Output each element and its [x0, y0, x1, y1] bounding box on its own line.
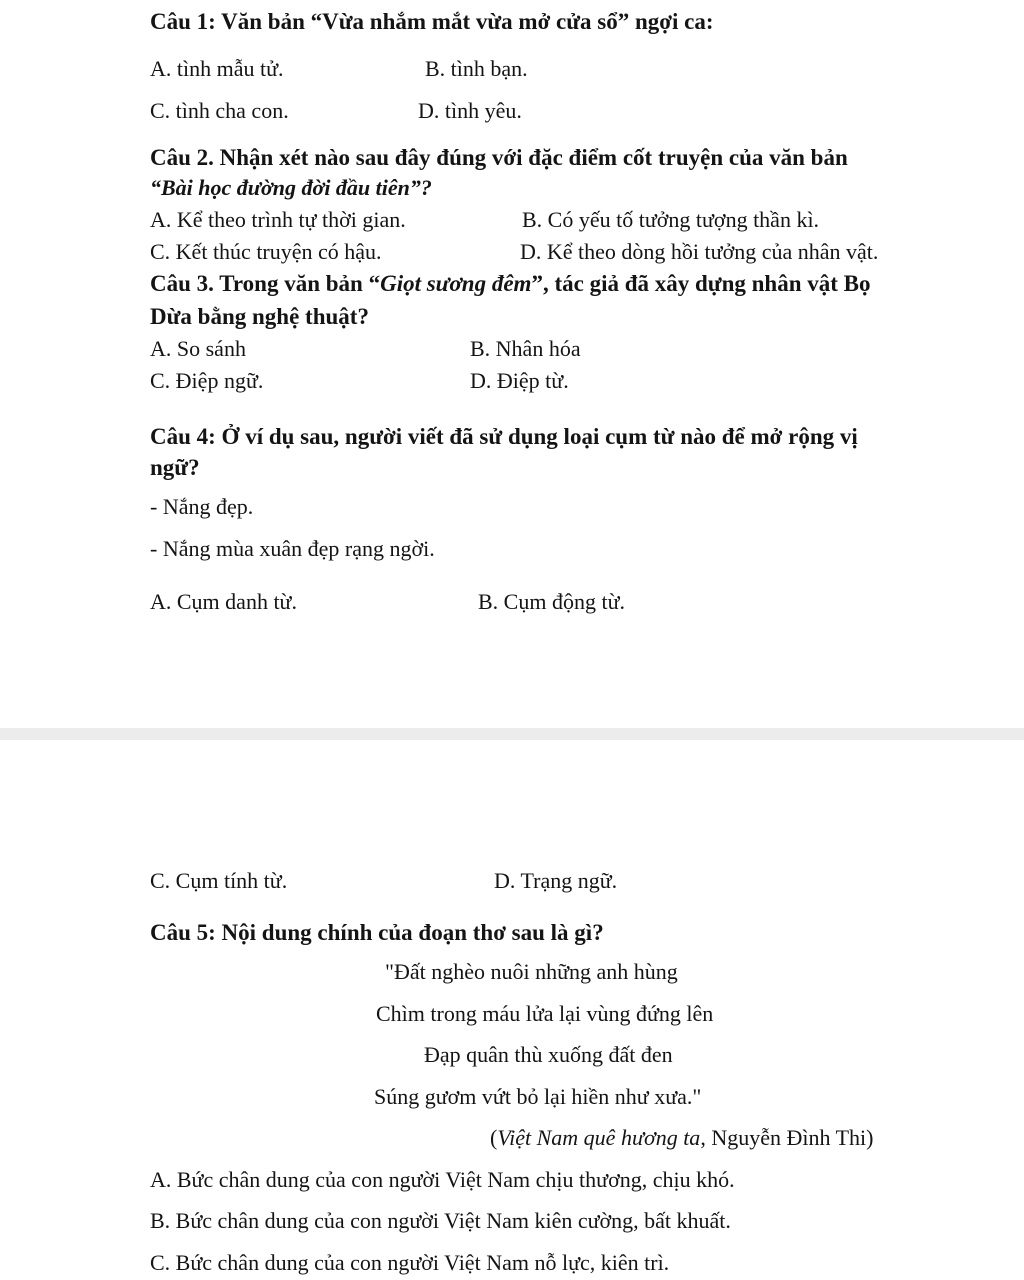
poem-source-author: , Nguyễn Đình Thi): [700, 1125, 874, 1150]
question-3-option-c: C. Điệp ngữ.: [150, 368, 264, 393]
question-5-option-a: A. Bức chân dung của con người Việt Nam chịu thương, chịu khó.: [150, 1167, 735, 1192]
exam-page-bottom: [0, 740, 1024, 1280]
question-3-work-title: Giọt sương đêm: [380, 271, 532, 296]
question-3-prompt-part2: ”, tác giả đã xây dựng nhân vật Bọ: [531, 271, 871, 296]
question-4-option-d: D. Trạng ngữ.: [494, 868, 618, 893]
question-3-option-b: B. Nhân hóa: [470, 336, 581, 361]
question-3-option-a: A. So sánh: [150, 336, 246, 361]
poem-source-open: (: [490, 1125, 498, 1150]
question-1-option-c: C. tình cha con.: [150, 98, 289, 123]
question-3-prompt-part1: Câu 3. Trong văn bản “: [150, 271, 381, 296]
page-separator: [0, 728, 1024, 740]
question-2-option-b: B. Có yếu tố tưởng tượng thần kì.: [522, 207, 820, 232]
question-4-prompt: Câu 4: Ở ví dụ sau, người viết đã sử dụng loại cụm từ nào để mở rộng vị: [150, 424, 858, 449]
question-4-example-2: - Nắng mùa xuân đẹp rạng ngời.: [150, 536, 435, 561]
question-1-option-b: B. tình bạn.: [425, 56, 528, 81]
question-4-option-a: A. Cụm danh từ.: [150, 589, 297, 614]
question-5-option-b: B. Bức chân dung của con người Việt Nam kiên cường, bất khuất.: [150, 1208, 731, 1233]
poem-source: [490, 1127, 873, 1149]
poem-line-2: Chìm trong máu lửa lại vùng đứng lên: [376, 1001, 714, 1026]
question-2-work-title: “Bài học đường đời đầu tiên”?: [150, 175, 432, 200]
poem-line-4: Súng gươm vứt bỏ lại hiền như xưa.": [374, 1084, 702, 1109]
question-4-example-1: - Nắng đẹp.: [150, 494, 254, 519]
question-2-prompt: Câu 2. Nhận xét nào sau đây đúng với đặc điểm cốt truyện của văn bản: [150, 145, 848, 170]
question-2-option-d: D. Kể theo dòng hồi tưởng của nhân vật.: [520, 239, 879, 264]
question-4-option-b: B. Cụm động từ.: [478, 589, 625, 614]
poem-line-1: "Đất nghèo nuôi những anh hùng: [385, 959, 678, 984]
question-4-prompt-line2: ngữ?: [150, 455, 200, 480]
question-1-option-d: D. tình yêu.: [418, 98, 522, 123]
question-3-prompt: [150, 272, 871, 295]
question-2-option-c: C. Kết thúc truyện có hậu.: [150, 239, 382, 264]
question-4-option-c: C. Cụm tính từ.: [150, 868, 288, 893]
poem-source-title: Việt Nam quê hương ta: [497, 1125, 701, 1150]
question-1-prompt: Câu 1: Văn bản “Vừa nhắm mắt vừa mở cửa sổ” ngợi ca:: [150, 9, 714, 34]
question-3-option-d: D. Điệp từ.: [470, 368, 569, 393]
question-3-prompt-line2: Dừa bằng nghệ thuật?: [150, 304, 369, 329]
question-1-option-a: A. tình mẫu tử.: [150, 56, 284, 81]
poem-line-3: Đạp quân thù xuống đất đen: [424, 1042, 673, 1067]
question-5-prompt: Câu 5: Nội dung chính của đoạn thơ sau là gì?: [150, 920, 604, 945]
question-5-option-c: C. Bức chân dung của con người Việt Nam nỗ lực, kiên trì.: [150, 1250, 670, 1275]
question-2-option-a: A. Kể theo trình tự thời gian.: [150, 207, 406, 232]
